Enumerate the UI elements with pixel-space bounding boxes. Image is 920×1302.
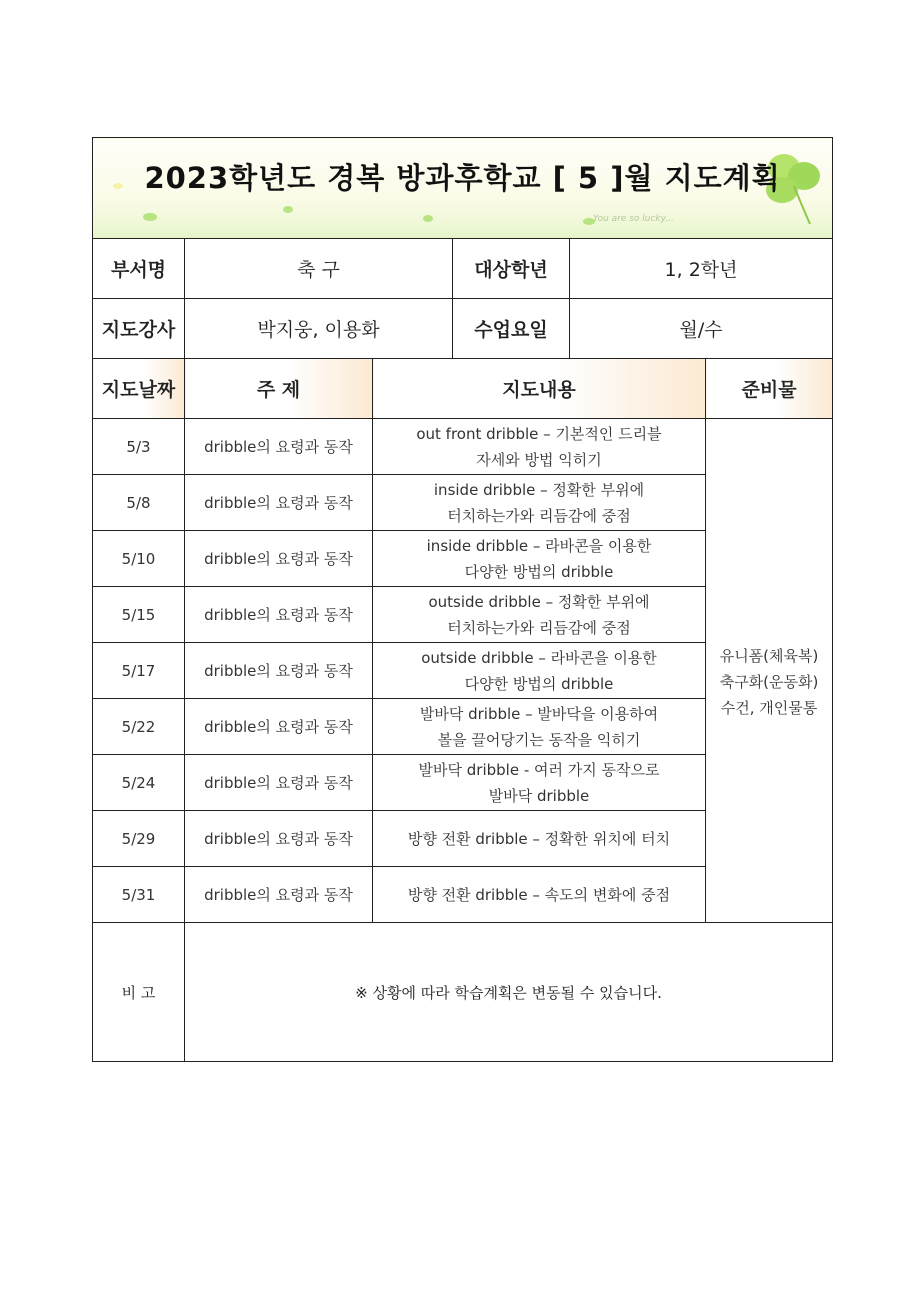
content-line-2: 다양한 방법의 dribble bbox=[464, 562, 614, 581]
content-line-1: 발바닥 dribble - 여러 가지 동작으로 bbox=[418, 760, 660, 779]
page-title: 2023학년도 경복 방과후학교 [ 5 ]월 지도계획 bbox=[144, 160, 781, 195]
dept-label: 부서명 bbox=[93, 239, 185, 299]
row-content bbox=[373, 867, 706, 923]
row-topic: dribble의 요령과 동작 bbox=[185, 643, 373, 699]
row-date: 5/31 bbox=[93, 867, 185, 923]
content-line-1: 발바닥 dribble – 발바닥을 이용하여 bbox=[419, 704, 659, 723]
row-topic: dribble의 요령과 동작 bbox=[185, 587, 373, 643]
row-topic: dribble의 요령과 동작 bbox=[185, 531, 373, 587]
row-content bbox=[373, 587, 706, 643]
day-label: 수업요일 bbox=[453, 299, 570, 359]
teacher-value: 박지웅, 이용화 bbox=[185, 299, 453, 359]
row-date: 5/10 bbox=[93, 531, 185, 587]
row-content bbox=[373, 811, 706, 867]
plan-table bbox=[92, 137, 833, 1062]
row-content bbox=[373, 643, 706, 699]
row-topic: dribble의 요령과 동작 bbox=[185, 699, 373, 755]
content-line-1: out front dribble – 기본적인 드리블 bbox=[416, 424, 662, 443]
row-topic: dribble의 요령과 동작 bbox=[185, 475, 373, 531]
row-content bbox=[373, 699, 706, 755]
content-line-1: 방향 전환 dribble – 속도의 변화에 중점 bbox=[407, 885, 671, 904]
day-value: 월/수 bbox=[570, 299, 833, 359]
content-line-1: outside dribble – 라바콘을 이용한 bbox=[421, 648, 657, 667]
content-line-2: 다양한 방법의 dribble bbox=[464, 674, 614, 693]
row-topic: dribble의 요령과 동작 bbox=[185, 419, 373, 475]
row-topic: dribble의 요령과 동작 bbox=[185, 755, 373, 811]
row-content bbox=[373, 475, 706, 531]
row-topic: dribble의 요령과 동작 bbox=[185, 867, 373, 923]
row-date: 5/17 bbox=[93, 643, 185, 699]
row-content bbox=[373, 755, 706, 811]
row-content bbox=[373, 419, 706, 475]
remark-label: 비 고 bbox=[93, 923, 185, 1062]
banner-text: You are so lucky... bbox=[593, 214, 674, 224]
header-topic: 주 제 bbox=[185, 359, 373, 419]
row-content bbox=[373, 531, 706, 587]
row-date: 5/3 bbox=[93, 419, 185, 475]
content-line-2: 발바닥 dribble bbox=[488, 786, 590, 805]
grade-label: 대상학년 bbox=[453, 239, 570, 299]
content-line-2: 터치하는가와 리듬감에 중점 bbox=[447, 618, 631, 637]
title-banner bbox=[93, 138, 833, 239]
content-line-1: outside dribble – 정확한 부위에 bbox=[428, 592, 650, 611]
table-row bbox=[93, 419, 833, 475]
remark-text: ※ 상황에 따라 학습계획은 변동될 수 있습니다. bbox=[185, 923, 833, 1062]
header-content: 지도내용 bbox=[373, 359, 706, 419]
content-line-1: 방향 전환 dribble – 정확한 위치에 터치 bbox=[407, 829, 671, 848]
row-date: 5/8 bbox=[93, 475, 185, 531]
grade-value: 1, 2학년 bbox=[570, 239, 833, 299]
content-line-1: inside dribble – 정확한 부위에 bbox=[433, 480, 645, 499]
material-item: 축구화(운동화) bbox=[719, 672, 819, 691]
content-line-1: inside dribble – 라바콘을 이용한 bbox=[426, 536, 652, 555]
content-line-2: 자세와 방법 익히기 bbox=[476, 450, 602, 469]
header-materials: 준비물 bbox=[706, 359, 833, 419]
content-line-2: 터치하는가와 리듬감에 중점 bbox=[447, 506, 631, 525]
row-date: 5/22 bbox=[93, 699, 185, 755]
material-item: 수건, 개인물통 bbox=[720, 698, 818, 717]
row-date: 5/29 bbox=[93, 811, 185, 867]
materials-cell bbox=[706, 419, 833, 923]
content-line-2: 볼을 끌어당기는 동작을 익히기 bbox=[437, 730, 641, 749]
header-date: 지도날짜 bbox=[93, 359, 185, 419]
teacher-label: 지도강사 bbox=[93, 299, 185, 359]
row-date: 5/15 bbox=[93, 587, 185, 643]
dept-value: 축 구 bbox=[185, 239, 453, 299]
material-item: 유니폼(체육복) bbox=[719, 646, 819, 665]
row-date: 5/24 bbox=[93, 755, 185, 811]
row-topic: dribble의 요령과 동작 bbox=[185, 811, 373, 867]
